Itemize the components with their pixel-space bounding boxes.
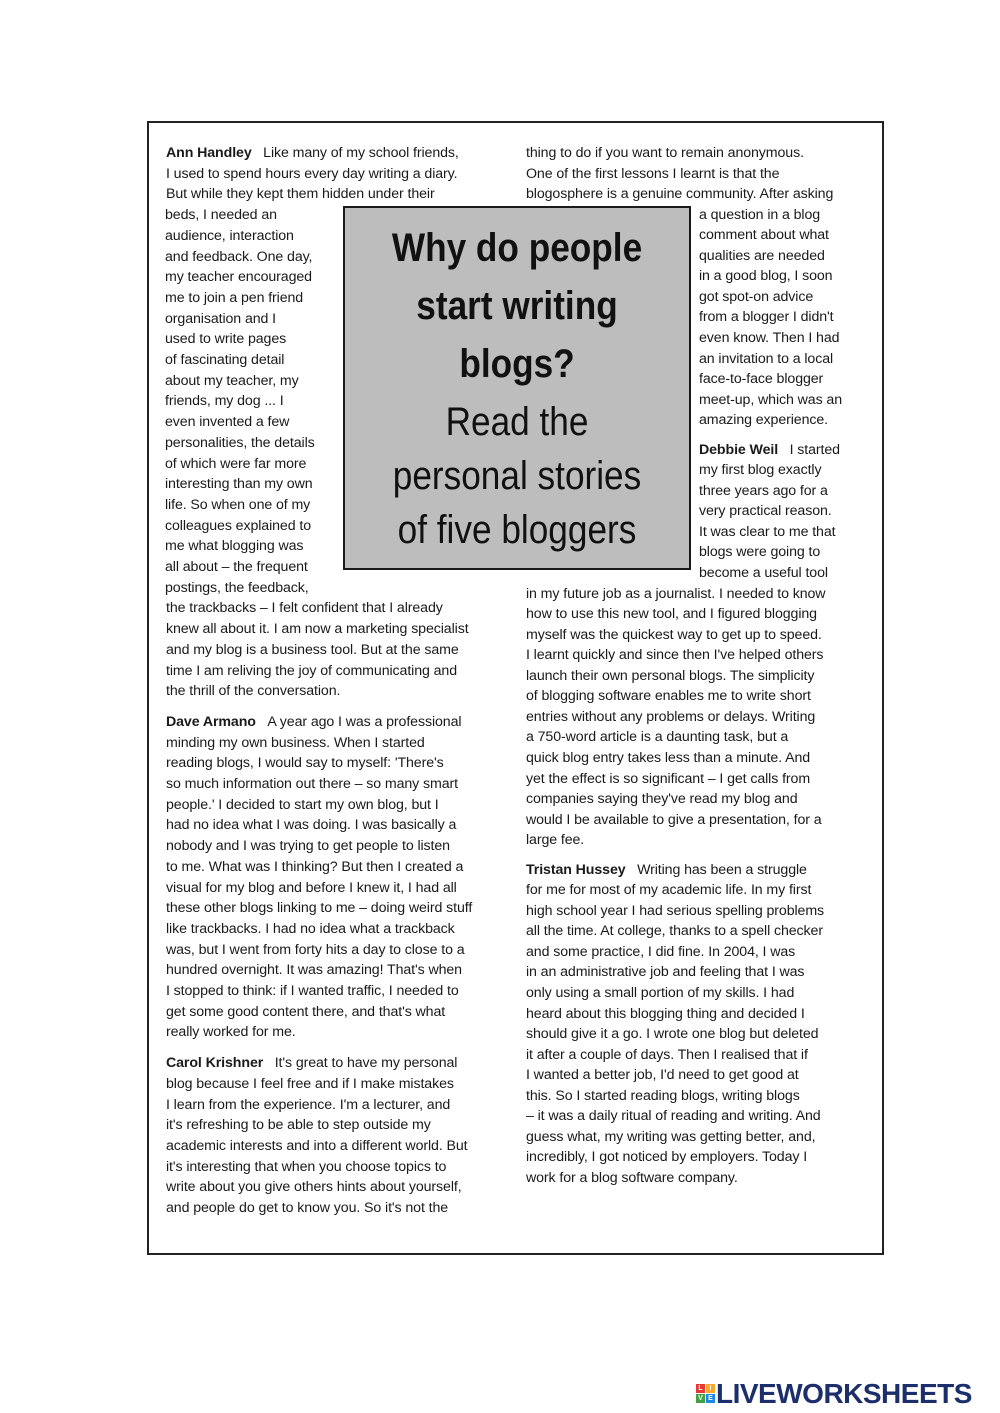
left-text-line (166, 878, 457, 898)
left-text-line (165, 391, 284, 411)
left-text-line (166, 598, 443, 618)
line-text: an invitation to a local (699, 350, 834, 367)
right-text-line (699, 501, 832, 521)
line-text: visual for my blog and before I knew it, I had all (166, 879, 457, 896)
line-text: blogs were going to (699, 544, 821, 561)
left-text-line (166, 184, 435, 204)
left-text-line (166, 1136, 468, 1156)
line-text: It was clear to me that (699, 523, 836, 540)
callout-subheading-line-2: personal stories (392, 454, 642, 498)
right-text-line (526, 1127, 815, 1147)
line-text: blogosphere is a genuine community. After asking (526, 186, 834, 203)
right-text-line (699, 349, 833, 369)
left-text-line (166, 795, 439, 815)
line-text: would I be available to give a presentation, for a (526, 811, 822, 828)
left-text-line (166, 1095, 450, 1115)
left-text-line (166, 712, 461, 732)
right-text-line (526, 1147, 807, 1167)
line-text: comment about what (699, 227, 829, 244)
line-text: One of the first lessons I learnt is that the (526, 165, 780, 182)
line-text: in a good blog, I soon (699, 268, 833, 285)
left-text-line (166, 733, 425, 753)
line-text: in my future job as a journalist. I needed to know (526, 585, 826, 602)
left-text-line (166, 815, 456, 835)
left-text-line (166, 640, 459, 660)
line-text: a question in a blog (699, 206, 821, 223)
right-text-line (526, 1168, 738, 1188)
line-text: high school year I had serious spelling problems (526, 902, 825, 919)
line-text: it after a couple of days. Then I realised that if (526, 1046, 808, 1063)
line-text: all about – the frequent (165, 559, 308, 575)
left-text-line (166, 1053, 457, 1073)
line-text: the thrill of the conversation. (166, 683, 341, 700)
line-text: I learnt quickly and since then I've helped others (526, 647, 824, 664)
right-text-line (699, 225, 829, 245)
blogger-name: Ann Handley (166, 145, 252, 161)
line-text: really worked for me. (166, 1024, 296, 1041)
line-text: Like many of my school friends, (263, 145, 459, 161)
right-text-line (699, 410, 828, 430)
line-text: three years ago for a (699, 482, 828, 499)
line-text: to me. What was I thinking? But then I created a (166, 858, 464, 875)
line-text: myself was the quickest way to get up to speed. (526, 626, 822, 643)
line-text: a 750-word article is a daunting task, but a (526, 729, 789, 746)
line-text: I used to spend hours every day writing a diary. (166, 165, 458, 182)
line-text: meet-up, which was an (699, 391, 842, 408)
right-text-line (526, 1106, 821, 1126)
left-text-line (166, 1157, 446, 1177)
right-text-line (526, 880, 811, 900)
left-text-line (165, 412, 289, 432)
left-text-line (165, 226, 294, 246)
right-text-line (526, 1086, 800, 1106)
left-text-line (165, 536, 303, 556)
left-text-line (166, 753, 444, 773)
line-text: organisation and I (165, 310, 276, 327)
right-text-line (526, 830, 584, 850)
right-text-line (699, 440, 840, 460)
left-text-line (166, 619, 469, 639)
callout-subheading-line-1: Read the (445, 400, 589, 444)
right-text-line (526, 184, 833, 204)
line-text: of blogging software enables me to write short (526, 688, 811, 705)
right-text-line (699, 307, 833, 327)
left-text-line (166, 774, 458, 794)
line-text: it's refreshing to be able to step outside my (166, 1117, 431, 1134)
right-text-line (526, 727, 788, 747)
left-text-line (165, 495, 310, 515)
right-text-line (699, 522, 835, 542)
line-text: thing to do if you want to remain anonymous. (526, 145, 804, 161)
right-text-line (526, 707, 815, 727)
line-text: had no idea what I was doing. I was basically a (166, 817, 457, 834)
right-text-line (699, 390, 842, 410)
right-text-line (526, 1004, 805, 1024)
left-text-line (166, 661, 457, 681)
line-text: hundred overnight. It was amazing! That's when (166, 962, 462, 979)
left-text-line (165, 267, 312, 287)
line-text: qualities are needed (699, 247, 825, 264)
left-text-line (166, 1002, 445, 1022)
left-text-line (166, 960, 462, 980)
line-text: from a blogger I didn't (699, 309, 834, 326)
line-text: about my teacher, my (165, 372, 299, 389)
logo-tile-icon: L (696, 1384, 705, 1393)
left-text-line (165, 309, 276, 329)
right-text-line (699, 542, 820, 562)
right-text-line (526, 645, 823, 665)
left-text-line (166, 143, 459, 163)
line-text: me what blogging was (165, 538, 304, 555)
right-text-line (526, 860, 807, 880)
line-text: I started (789, 441, 840, 458)
line-text: write about you give others hints about yourself, (166, 1179, 462, 1196)
line-text: even know. Then I had (699, 329, 840, 346)
line-text: used to write pages (165, 331, 287, 348)
line-text: Writing has been a struggle (637, 861, 807, 878)
line-text: A year ago I was a professional (267, 713, 462, 730)
line-text: But while they kept them hidden under their (166, 186, 435, 203)
right-text-line (526, 143, 804, 163)
line-text: so much information out there – so many smart (166, 776, 458, 792)
left-text-line (165, 371, 299, 391)
logo-tile-icon: I (706, 1384, 715, 1393)
line-text: large fee. (526, 832, 585, 849)
right-text-line (526, 1024, 818, 1044)
line-text: companies saying they've read my blog and (526, 791, 798, 808)
right-text-line (526, 625, 822, 645)
line-text: time I am reliving the joy of communicating and (166, 662, 458, 679)
left-text-line (166, 940, 465, 960)
left-text-line (165, 557, 308, 577)
blogger-name: Tristan Hussey (526, 861, 626, 878)
line-text: launch their own personal blogs. The simplicity (526, 667, 815, 684)
line-text: got spot-on advice (699, 288, 814, 305)
left-text-line (166, 681, 340, 701)
line-text: minding my own business. When I started (166, 734, 425, 751)
callout-heading-line-1: Why do people (391, 226, 643, 270)
line-text: people.' I decided to start my own blog, but I (166, 796, 439, 813)
line-text: how to use this new tool, and I figured blogging (526, 606, 817, 623)
line-text: quick blog entry takes less than a minute. And (526, 749, 811, 766)
blogger-name: Dave Armano (166, 713, 256, 730)
line-text: colleagues explained to (165, 517, 311, 534)
line-text: work for a blog software company. (526, 1169, 738, 1186)
line-text: I learn from the experience. I'm a lecturer, and (166, 1096, 451, 1113)
line-text: very practical reason. (699, 503, 832, 520)
left-text-line (165, 454, 306, 474)
line-text: face-to-face blogger (699, 371, 824, 388)
right-text-line (526, 921, 823, 941)
line-text: me to join a pen friend (165, 289, 304, 306)
callout-heading-line-3: blogs? (459, 342, 575, 386)
line-text: it's interesting that when you choose topics to (166, 1158, 447, 1175)
right-text-line (526, 962, 804, 982)
left-text-line (166, 1198, 448, 1218)
left-text-line (166, 919, 455, 939)
line-text: life. So when one of my (165, 496, 311, 513)
right-text-line (526, 789, 797, 809)
line-text: knew all about it. I am now a marketing specialist (166, 621, 469, 638)
line-text: blog because I feel free and if I make mistakes (166, 1075, 454, 1092)
line-text: yet the effect is so significant – I get calls from (526, 770, 811, 787)
left-text-line (166, 898, 472, 918)
right-text-line (699, 481, 828, 501)
right-text-line (526, 604, 817, 624)
right-text-line (526, 769, 810, 789)
line-text: interesting than my own (165, 476, 313, 493)
right-text-line (699, 563, 828, 583)
line-text: of which were far more (165, 455, 307, 472)
right-text-line (699, 246, 825, 266)
line-text: It's great to have my personal (274, 1055, 458, 1072)
left-text-line (165, 350, 284, 370)
right-text-line (526, 1045, 808, 1065)
left-text-line (165, 205, 277, 225)
left-text-line (165, 474, 313, 494)
right-text-line (699, 328, 839, 348)
right-text-line (699, 205, 820, 225)
blogger-name: Debbie Weil (699, 441, 779, 458)
left-text-line (166, 857, 463, 877)
line-text: and people do get to know you. So it's not the (166, 1200, 449, 1216)
line-text: reading blogs, I would say to myself: 'There's (166, 755, 444, 772)
line-text: should give it a go. I wrote one blog but deleted (526, 1026, 819, 1043)
line-text: I stopped to think: if I wanted traffic, I needed to (166, 983, 459, 999)
right-text-line (699, 460, 821, 480)
line-text: this. So I started reading blogs, writing blogs (526, 1087, 800, 1104)
line-text: in an administrative job and feeling that I was (526, 964, 805, 981)
line-text: for me for most of my academic life. In my first (526, 882, 812, 899)
line-text: guess what, my writing was getting better, and, (526, 1128, 816, 1145)
left-text-line (166, 1074, 454, 1094)
line-text: friends, my dog ... I (165, 393, 284, 410)
right-text-line (526, 942, 795, 962)
left-text-line (166, 164, 457, 184)
right-text-line (526, 983, 794, 1003)
logo-tile-icon: E (706, 1394, 715, 1403)
left-text-line (165, 516, 311, 536)
callout-heading-line-2: start writing (416, 284, 618, 328)
line-text: nobody and I was trying to get people to listen (166, 838, 450, 855)
line-text: like trackbacks. I had no idea what a trackback (166, 920, 455, 937)
blogger-name: Carol Krishner (166, 1055, 264, 1072)
line-text: postings, the feedback, (165, 579, 309, 596)
line-text: amazing experience. (699, 412, 829, 429)
line-text: audience, interaction (165, 227, 294, 244)
right-text-line (526, 686, 811, 706)
left-text-line (165, 288, 303, 308)
line-text: my teacher encouraged (165, 269, 312, 286)
line-text: beds, I needed an (165, 207, 277, 224)
right-text-line (526, 164, 779, 184)
right-text-line (526, 748, 810, 768)
line-text: heard about this blogging thing and decided I (526, 1005, 805, 1022)
right-text-line (699, 287, 813, 307)
left-text-line (166, 836, 450, 856)
line-text: incredibly, I got noticed by employers. Today I (526, 1149, 808, 1166)
line-text: become a useful tool (699, 565, 828, 581)
line-text: and my blog is a business tool. But at the same (166, 641, 459, 658)
title-callout (343, 206, 691, 570)
line-text: of fascinating detail (165, 352, 285, 368)
left-text-line (166, 1022, 296, 1042)
line-text: and feedback. One day, (165, 248, 313, 265)
left-text-line (166, 1115, 431, 1135)
left-text-line (165, 433, 315, 453)
right-text-line (526, 901, 824, 921)
line-text: and some practice, I did fine. In 2004, I was (526, 943, 796, 960)
left-text-line (165, 329, 286, 349)
line-text: these other blogs linking to me – doing weird stuff (166, 900, 473, 917)
left-text-line (165, 247, 312, 267)
logo-text: LIVEWORKSHEETS (716, 1378, 972, 1409)
right-text-line (526, 810, 822, 830)
line-text: entries without any problems or delays. Writing (526, 708, 816, 725)
left-text-line (166, 1177, 462, 1197)
line-text: – it was a daily ritual of reading and writing. And (526, 1108, 821, 1125)
line-text: only using a small portion of my skills. I had (526, 985, 795, 1001)
line-text: the trackbacks – I felt confident that I already (166, 600, 443, 617)
line-text: was, but I went from forty hits a day to close to a (166, 941, 465, 958)
logo-tile-icon: V (696, 1394, 705, 1403)
left-text-line (165, 578, 309, 598)
callout-subheading-line-3: of five bloggers (397, 508, 637, 552)
right-text-line (526, 666, 814, 686)
right-text-line (526, 1065, 799, 1085)
line-text: even invented a few (165, 414, 290, 431)
line-text: I wanted a better job, I'd need to get good at (526, 1067, 799, 1084)
line-text: all the time. At college, thanks to a spell checker (526, 923, 823, 940)
right-text-line (526, 584, 825, 604)
line-text: academic interests and into a different world. But (166, 1137, 468, 1154)
right-text-line (699, 266, 832, 286)
line-text: personalities, the details (165, 434, 315, 451)
left-text-line (166, 981, 459, 1001)
line-text: my first blog exactly (699, 462, 822, 479)
right-text-line (699, 369, 823, 389)
line-text: get some good content there, and that's what (166, 1003, 446, 1020)
